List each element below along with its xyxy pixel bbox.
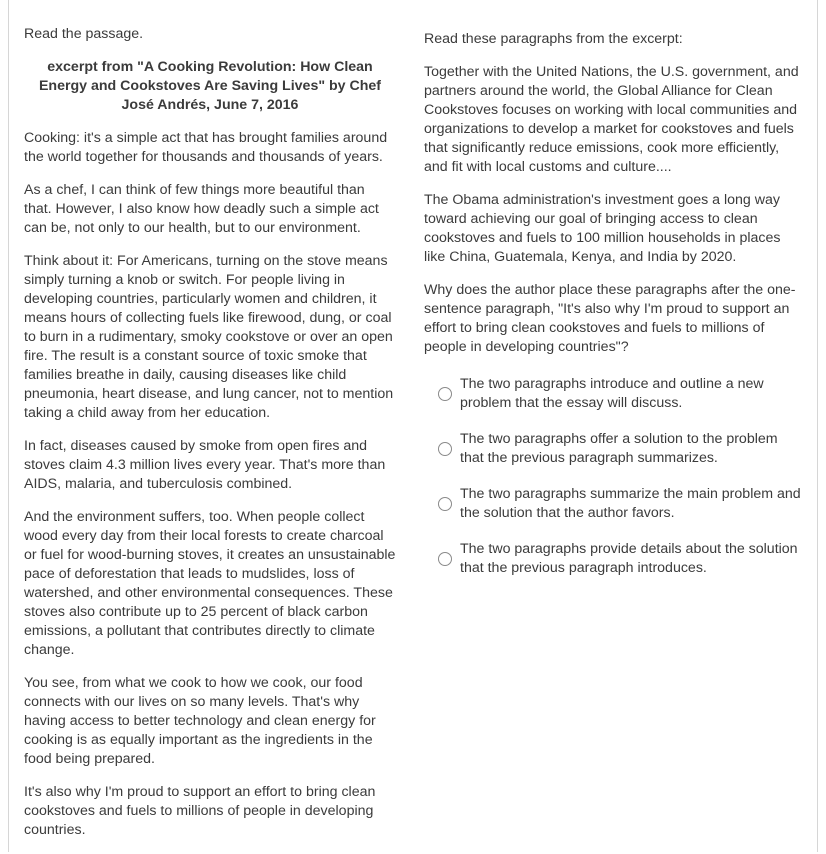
- excerpt-title: excerpt from "A Cooking Revolution: How Clean Energy and Cookstoves Are Saving Lives" by Chef José Andrés, June 7, 2016: [38, 59, 382, 113]
- passage-instruction: Read the passage.: [24, 26, 144, 42]
- option-label: The two paragraphs summarize the main problem and the solution that the author favors.: [460, 486, 801, 521]
- passage-paragraph: As a chef, I can think of few things more beautiful than that. However, I also know how deadly such a simple act can be, not only to our health, but to our environment.: [24, 182, 379, 236]
- answer-options: [424, 375, 804, 578]
- option-label: The two paragraphs offer a solution to the problem that the previous paragraph summarizes.: [460, 431, 778, 466]
- radio-button[interactable]: [438, 442, 452, 456]
- passage-paragraph: In fact, diseases caused by smoke from open fires and stoves claim 4.3 million lives every year. That's more than AIDS, malaria, and tuberculosis combined.: [24, 438, 386, 492]
- question-text: Why does the author place these paragraphs after the one-sentence paragraph, "It's also why I'm proud to support an effort to bring clean cookstoves and fuels to millions of people in developing countries"?: [424, 282, 796, 355]
- passage-paragraph: Think about it: For Americans, turning on the stove means simply turning a knob or switch. For people living in developing countries, particularly women and children, it means hours of collecting fuels like firewood, dung, or coal to burn in a rudimentary, smoky cookstove or over an open fire. The result is a constant source of toxic smoke that families breathe in daily, causing diseases like child pneumonia, heart disease, and lung cancer, not to mention taking a child away from her education.: [24, 253, 394, 421]
- radio-button[interactable]: [438, 387, 452, 401]
- question-column: [424, 30, 804, 595]
- passage-paragraph: You see, from what we cook to how we cook, our food connects with our lives on so many levels. That's why having access to better technology and clean energy for cooking is as equally important as the ingredients in the food being prepared.: [24, 675, 376, 767]
- answer-option-1[interactable]: [424, 375, 804, 413]
- passage-paragraph: It's also why I'm proud to support an effort to bring clean cookstoves and fuels to millions of people in developing countries.: [24, 784, 376, 838]
- radio-button[interactable]: [438, 552, 452, 566]
- answer-option-2[interactable]: [424, 430, 804, 468]
- radio-button[interactable]: [438, 497, 452, 511]
- quoted-paragraph: The Obama administration's investment goes a long way toward achieving our goal of bringing access to clean cookstoves and fuels to 100 million households in places like China, Guatemala, Kenya, and India by 2020.: [424, 192, 781, 265]
- passage-paragraph: And the environment suffers, too. When people collect wood every day from their local forests to create charcoal or fuel for wood-burning stoves, it creates an unsustainable pace of deforestation that leads to mudslides, loss of watershed, and other environmental consequences. These stoves also contribute up to 25 percent of black carbon emissions, a pollutant that contributes directly to climate change.: [24, 509, 396, 658]
- option-label: The two paragraphs introduce and outline a new problem that the essay will discuss.: [460, 376, 764, 411]
- question-instruction: Read these paragraphs from the excerpt:: [424, 31, 683, 47]
- option-label: The two paragraphs provide details about the solution that the previous paragraph introduces.: [460, 541, 798, 576]
- answer-option-4[interactable]: [424, 540, 804, 578]
- quoted-paragraph: Together with the United Nations, the U.S. government, and partners around the world, the Global Alliance for Clean Cookstoves focuses on working with local communities and organizations to develop a market for cookstoves and fuels that significantly reduce emissions, cook more efficiently, and fit with local customs and culture....: [424, 64, 799, 175]
- answer-option-3[interactable]: [424, 485, 804, 523]
- passage-paragraph: Cooking: it's a simple act that has brought families around the world together for thousands and thousands of years.: [24, 130, 388, 165]
- passage-column: [24, 25, 396, 854]
